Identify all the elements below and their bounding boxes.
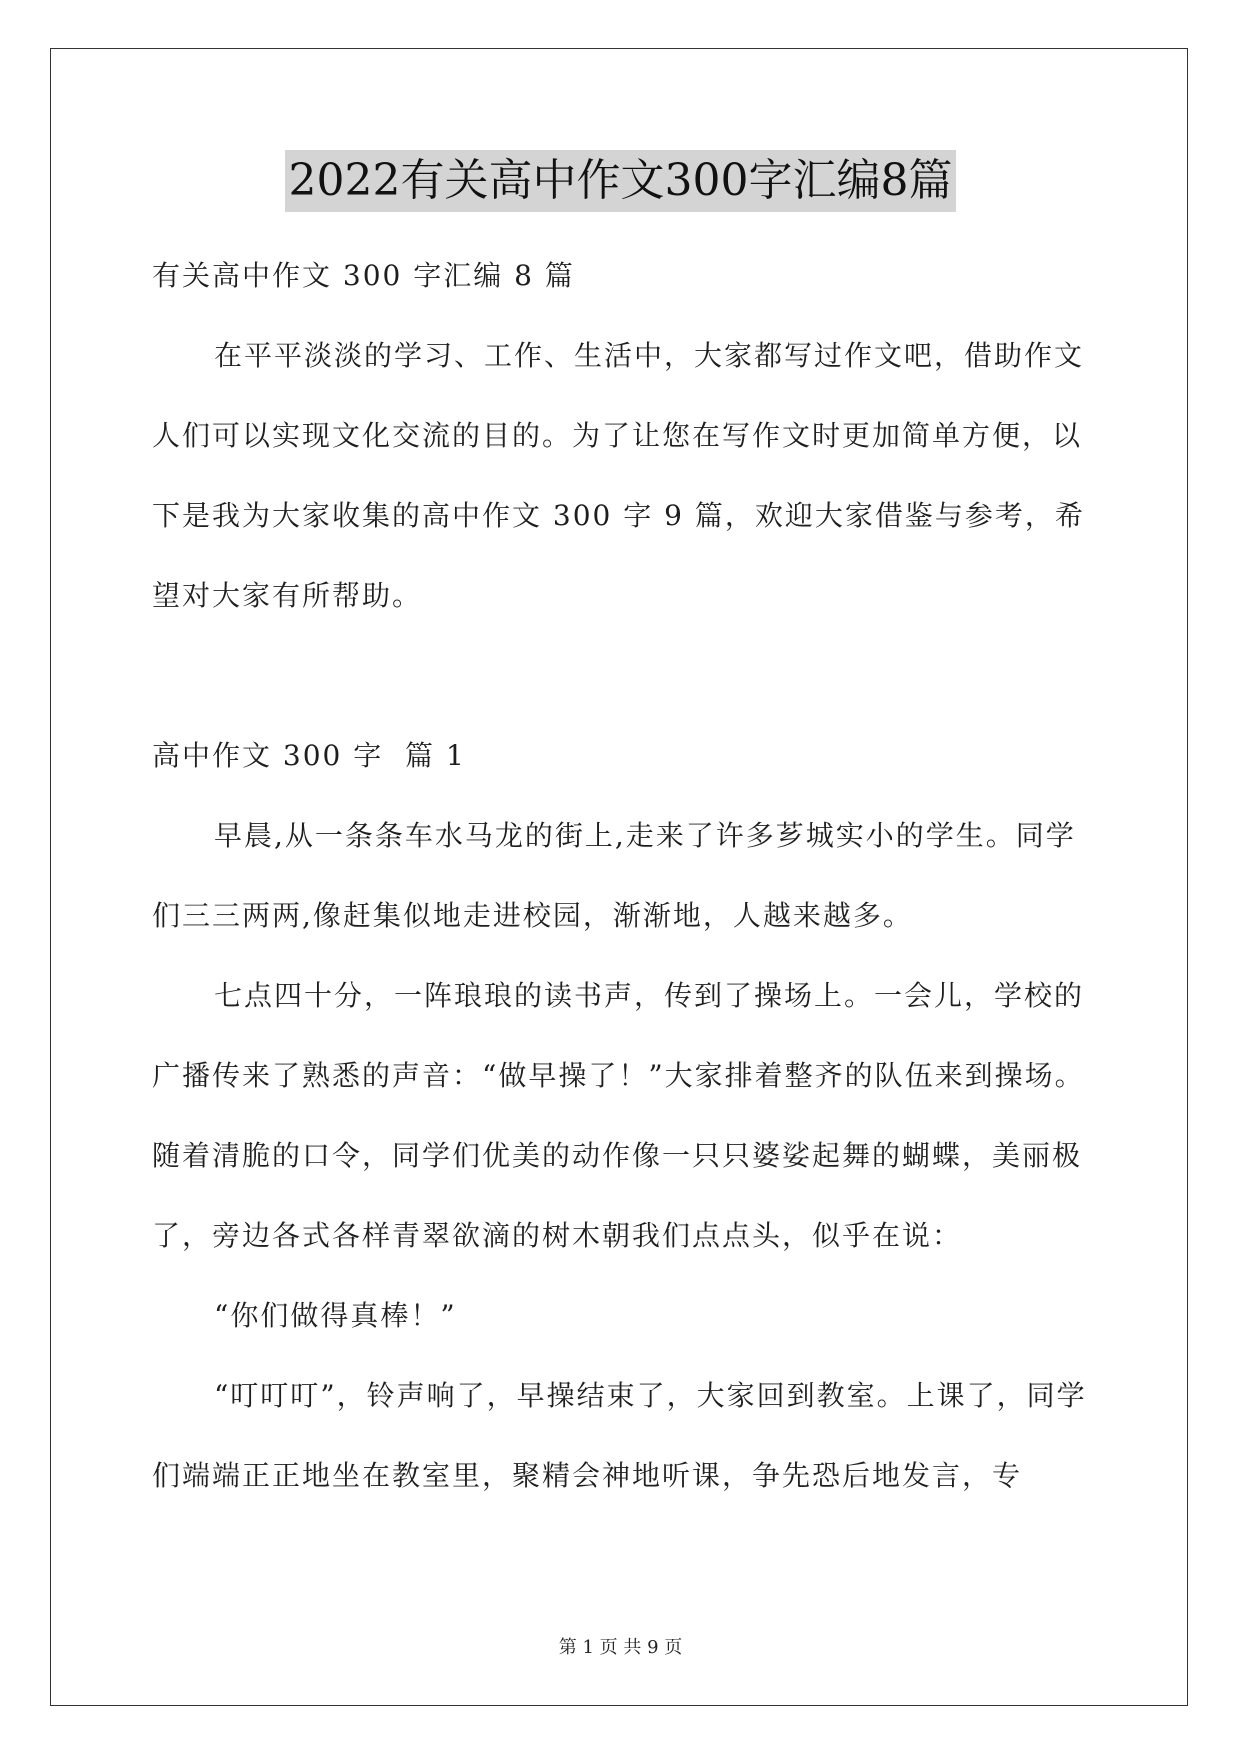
- body-paragraph: “你们做得真棒！”: [214, 1299, 457, 1332]
- title-container: [0, 150, 1241, 212]
- body-paragraph: “叮叮叮”，铃声响了，早操结束了，大家回到教室。上课了，同学们端端正正地坐在教室里，聚精会神地听课，争先恐后地发言，专: [152, 1379, 1087, 1492]
- document-body: [152, 236, 1104, 1516]
- document-title: 2022有关高中作文300字汇编8篇: [285, 150, 957, 212]
- document-subtitle: 有关高中作文 300 字汇编 8 篇: [152, 259, 575, 292]
- body-paragraph: 早晨,从一条条车水马龙的街上,走来了许多芗城实小的学生。同学们三三两两,像赶集似地走进校园，渐渐地，人越来越多。: [152, 819, 1076, 932]
- body-paragraph: 七点四十分，一阵琅琅的读书声，传到了操场上。一会儿，学校的广播传来了熟悉的声音：“做早操了！”大家排着整齐的队伍来到操场。随着清脆的口令，同学们优美的动作像一只只婆娑起舞的蝴蝶，美丽极了，旁边各式各样青翠欲滴的树木朝我们点点头，似乎在说：: [152, 979, 1085, 1252]
- section-heading: 高中作文 300 字 篇 1: [152, 739, 466, 772]
- intro-paragraph: 在平平淡淡的学习、工作、生活中，大家都写过作文吧，借助作文人们可以实现文化交流的目的。为了让您在写作文时更加简单方便，以下是我为大家收集的高中作文 300 字 9 篇，欢迎大家借鉴与参考，希望对大家有所帮助。: [152, 339, 1085, 612]
- page-number-footer: 第 1 页 共 9 页: [558, 1637, 683, 1658]
- section-spacer: [152, 636, 1104, 716]
